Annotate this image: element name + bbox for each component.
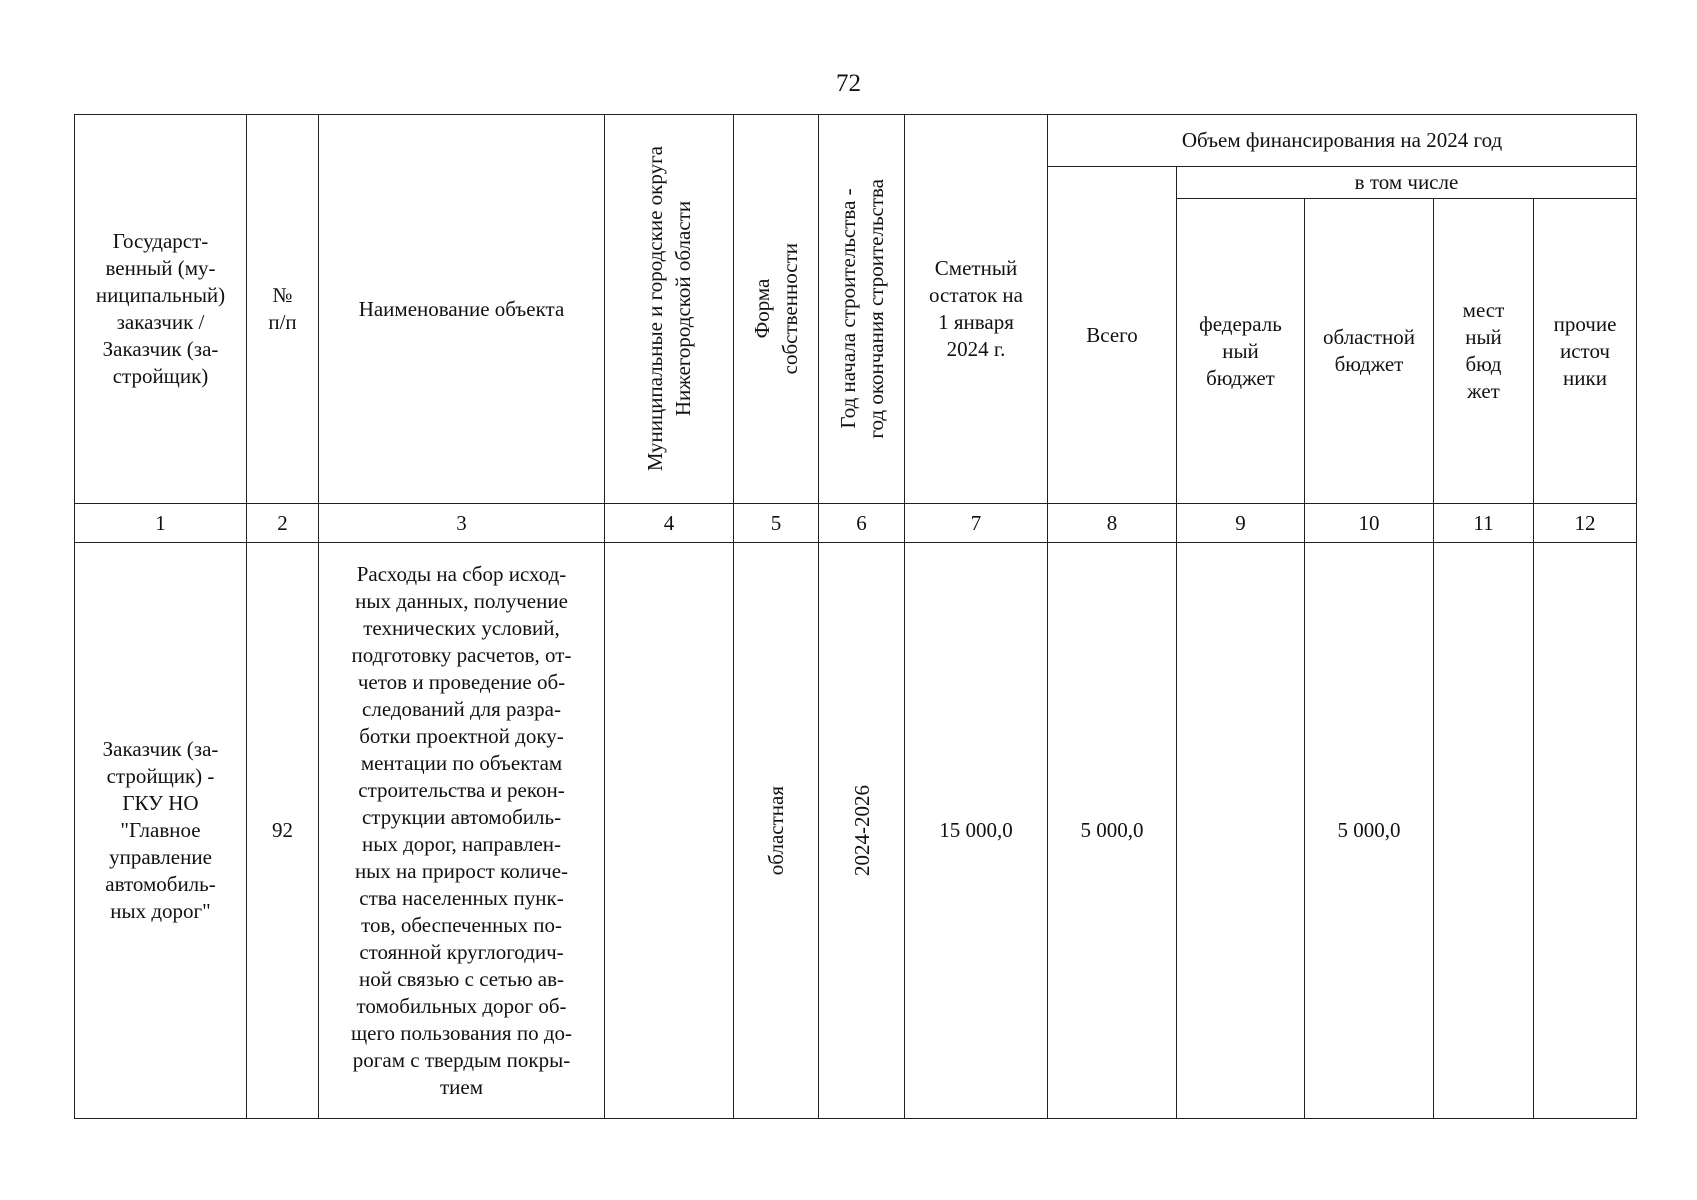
- header-estimated-balance: Сметный остаток на 1 января 2024 г.: [905, 115, 1048, 504]
- header-number: № п/п: [247, 115, 319, 504]
- column-number: 12: [1534, 504, 1637, 543]
- cell-regional: 5 000,0: [1305, 543, 1434, 1119]
- cell-total: 5 000,0: [1048, 543, 1177, 1119]
- cell-customer: Заказчик (за- стройщик) - ГКУ НО "Главное управление автомобиль- ных дорог": [75, 543, 247, 1119]
- header-ownership: Форма собственности: [734, 115, 819, 504]
- column-number: 11: [1434, 504, 1534, 543]
- header-federal: федераль ный бюджет: [1177, 199, 1305, 504]
- header-total: Всего: [1048, 167, 1177, 504]
- column-number: 3: [319, 504, 605, 543]
- column-number: 5: [734, 504, 819, 543]
- column-number: 9: [1177, 504, 1305, 543]
- cell-years: 2024-2026: [819, 543, 905, 1119]
- cell-other: [1534, 543, 1637, 1119]
- header-other: прочие источ ники: [1534, 199, 1637, 504]
- cell-number: 92: [247, 543, 319, 1119]
- investment-table: [74, 114, 1637, 1119]
- cell-ownership: областная: [734, 543, 819, 1119]
- column-number-row: [75, 504, 1637, 543]
- header-local: мест ный бюд жет: [1434, 199, 1534, 504]
- column-number: 1: [75, 504, 247, 543]
- cell-federal: [1177, 543, 1305, 1119]
- header-including: в том числе: [1177, 167, 1637, 199]
- header-regional: областной бюджет: [1305, 199, 1434, 504]
- column-number: 10: [1305, 504, 1434, 543]
- page-number: 72: [836, 70, 861, 97]
- column-number: 4: [605, 504, 734, 543]
- column-number: 2: [247, 504, 319, 543]
- cell-estimated-balance: 15 000,0: [905, 543, 1048, 1119]
- cell-municipality: [605, 543, 734, 1119]
- cell-local: [1434, 543, 1534, 1119]
- header-customer: Государст- венный (му- ниципальный) заказчик / Заказчик (за- стройщик): [75, 115, 247, 504]
- cell-object-name: Расходы на сбор исход- ных данных, получение технических условий, подготовку расчетов, от- четов и проведение об- следований для разра- ботки проектной доку- ментации по объектам строительства и рекон- струкции автомобиль- ных дорог, направлен- ных на прирост количе- ства населенных пунк- тов, обеспеченных по- стоянной круглогодич- ной связью с сетью ав- томобильных дорог об- щего пользования по до- рогам с твердым покры- тием: [319, 543, 605, 1119]
- column-number: 7: [905, 504, 1048, 543]
- column-number: 6: [819, 504, 905, 543]
- column-number: 8: [1048, 504, 1177, 543]
- header-funding-group: Объем финансирования на 2024 год: [1048, 115, 1637, 167]
- header-row-1: [75, 115, 1637, 167]
- table-row: [75, 543, 1637, 1119]
- header-object-name: Наименование объекта: [319, 115, 605, 504]
- header-municipality: Муниципальные и городские округа Нижегородской области: [605, 115, 734, 504]
- header-years: Год начала строительства - год окончания строительства: [819, 115, 905, 504]
